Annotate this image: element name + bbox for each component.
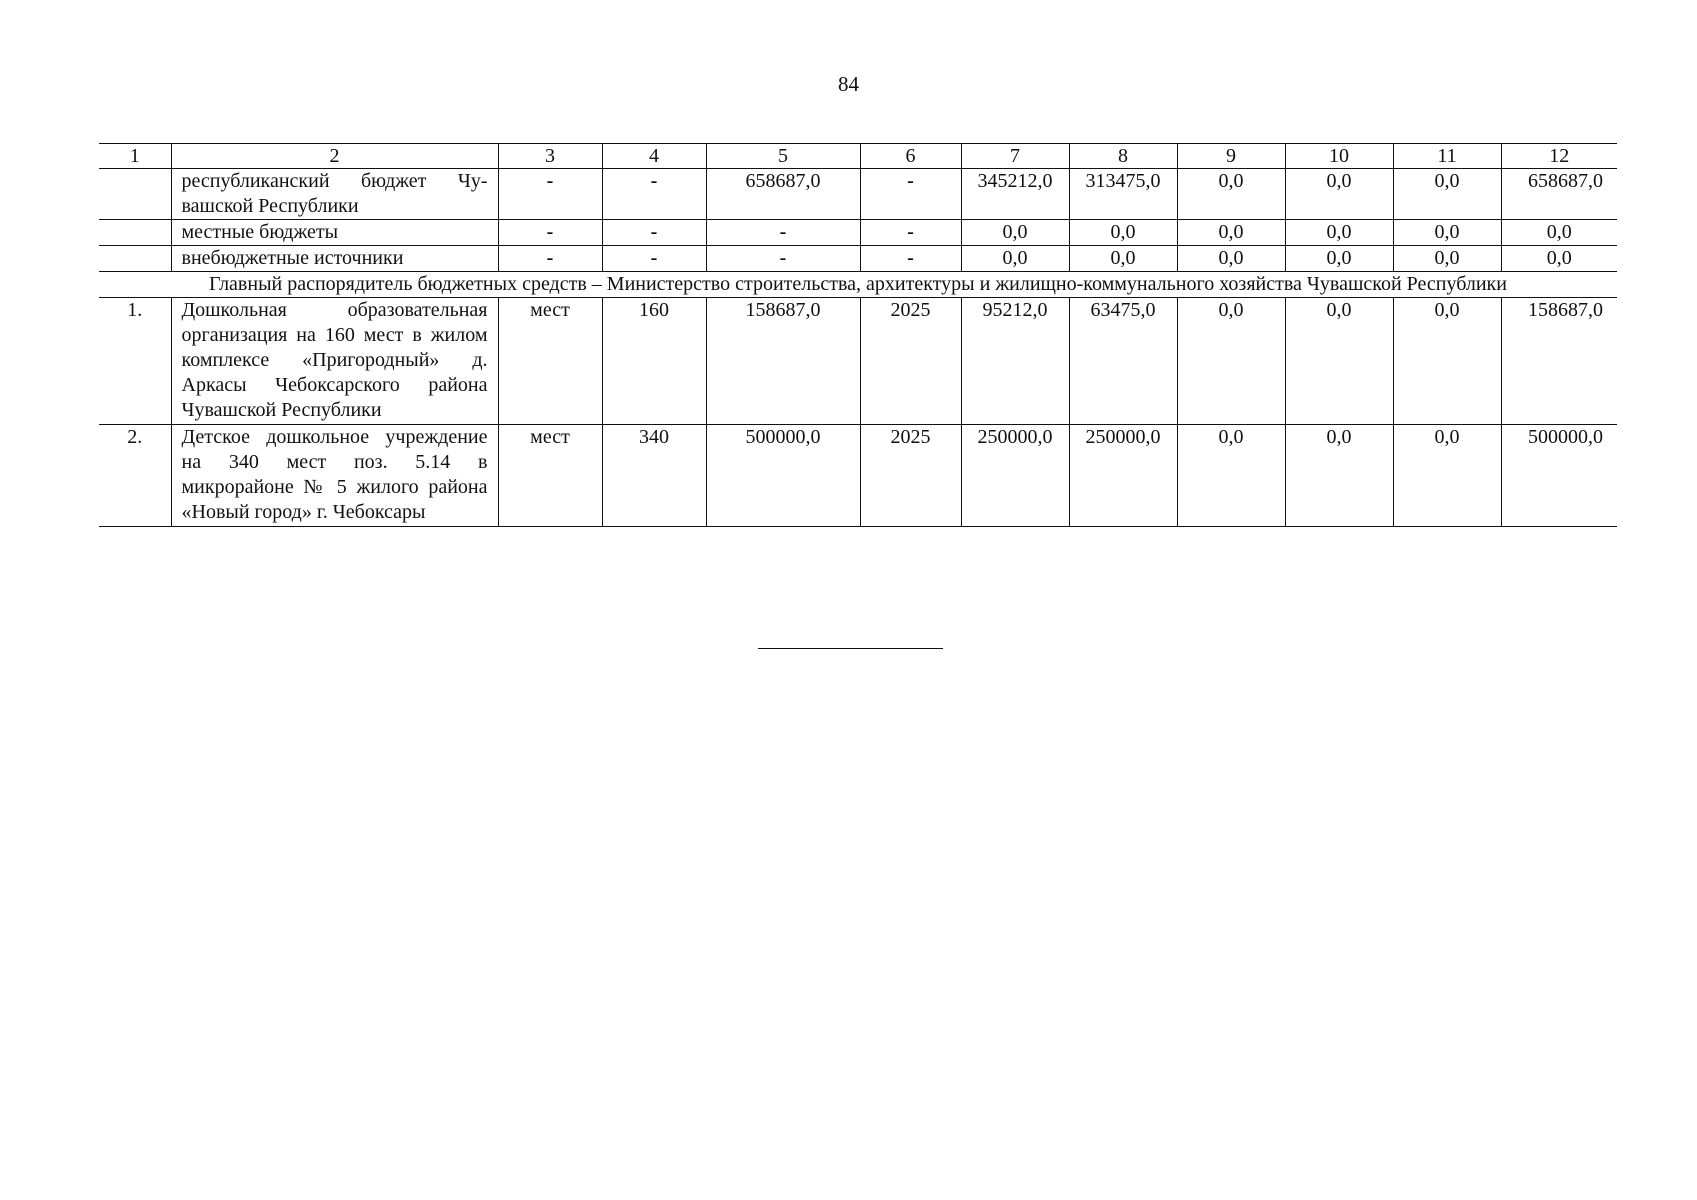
row-number-cell	[99, 246, 171, 272]
table-cell: 0,0	[1285, 246, 1393, 272]
table-cell: 0,0	[961, 220, 1069, 246]
table-row	[99, 425, 1617, 527]
closing-rule	[758, 648, 943, 649]
table-cell: -	[706, 246, 860, 272]
row-number: 1.	[99, 298, 171, 425]
table-cell: 0,0	[1393, 425, 1501, 527]
capacity-cell: 160	[602, 298, 706, 425]
table-cell: 250000,0	[1069, 425, 1177, 527]
table-cell: 500000,0	[1501, 425, 1617, 527]
year-cell: 2025	[860, 425, 961, 527]
table-cell: 250000,0	[961, 425, 1069, 527]
table-cell: 0,0	[1177, 298, 1285, 425]
funding-row-local	[99, 220, 1617, 246]
row-number: 2.	[99, 425, 171, 527]
unit-cell: мест	[498, 298, 602, 425]
table-cell: 0,0	[1177, 169, 1285, 220]
table-cell: 0,0	[1069, 246, 1177, 272]
table-cell: 0,0	[1393, 298, 1501, 425]
table-cell: -	[860, 246, 961, 272]
table-cell: 95212,0	[961, 298, 1069, 425]
table-cell: 313475,0	[1069, 169, 1177, 220]
unit-cell: мест	[498, 425, 602, 527]
table-cell: -	[860, 169, 961, 220]
column-number: 9	[1177, 144, 1285, 169]
object-description: Детское дошкольное учреждение на 340 мест поз. 5.14 в микрорайоне № 5 жилого района «Новый город» г. Чебоксары	[171, 425, 498, 527]
column-number: 2	[171, 144, 498, 169]
capacity-cell: 340	[602, 425, 706, 527]
page-number: 84	[838, 72, 859, 96]
funding-source-label-line: вашской Республики	[181, 195, 359, 217]
object-description: Дошкольная образовательная организация на 160 мест в жилом комплексе «Пригородный» д. Аркасы Чебоксарского района Чувашской Республики	[171, 298, 498, 425]
table-cell: 0,0	[1177, 220, 1285, 246]
column-number: 10	[1285, 144, 1393, 169]
table-cell: -	[498, 169, 602, 220]
table-cell: -	[498, 220, 602, 246]
funding-row-extrabudgetary	[99, 246, 1617, 272]
table-cell: -	[602, 246, 706, 272]
table-cell: -	[498, 246, 602, 272]
year-cell: 2025	[860, 298, 961, 425]
table-cell: 345212,0	[961, 169, 1069, 220]
funding-source-label-line: республиканский бюджет Чу-	[181, 170, 488, 192]
table-cell: 0,0	[1285, 298, 1393, 425]
table-cell: 0,0	[1285, 169, 1393, 220]
investment-table	[99, 143, 1617, 527]
table-cell: 0,0	[1393, 220, 1501, 246]
row-number-cell	[99, 220, 171, 246]
table-cell: 0,0	[1501, 246, 1617, 272]
table-cell: 658687,0	[1501, 169, 1617, 220]
table-cell: 0,0	[1393, 169, 1501, 220]
funding-source-label: внебюджетные источники	[171, 246, 498, 272]
funding-source-label: местные бюджеты	[171, 220, 498, 246]
column-number: 12	[1501, 144, 1617, 169]
table-cell: 158687,0	[1501, 298, 1617, 425]
table-cell: 63475,0	[1069, 298, 1177, 425]
table-cell: 0,0	[1069, 220, 1177, 246]
column-number: 6	[860, 144, 961, 169]
cost-cell: 500000,0	[706, 425, 860, 527]
cost-cell: 158687,0	[706, 298, 860, 425]
table-cell: 0,0	[1285, 425, 1393, 527]
column-number: 8	[1069, 144, 1177, 169]
table-cell: 0,0	[961, 246, 1069, 272]
column-number: 4	[602, 144, 706, 169]
table-cell: -	[602, 220, 706, 246]
column-number: 11	[1393, 144, 1501, 169]
column-number-row	[99, 144, 1617, 169]
column-number: 5	[706, 144, 860, 169]
column-number: 7	[961, 144, 1069, 169]
table-cell: 0,0	[1177, 425, 1285, 527]
table-cell: -	[860, 220, 961, 246]
table-cell: 0,0	[1177, 246, 1285, 272]
table-row	[99, 298, 1617, 425]
section-header-row	[99, 272, 1617, 298]
table-cell: -	[602, 169, 706, 220]
table-cell: 0,0	[1285, 220, 1393, 246]
table-cell: 658687,0	[706, 169, 860, 220]
table-cell: 0,0	[1393, 246, 1501, 272]
table-cell: 0,0	[1501, 220, 1617, 246]
table-cell: -	[706, 220, 860, 246]
column-number: 1	[99, 144, 171, 169]
funding-source-label	[171, 169, 498, 220]
funding-row-republican	[99, 169, 1617, 220]
row-number-cell	[99, 169, 171, 220]
section-title: Главный распорядитель бюджетных средств – Министерство строительства, архитектуры и жилищно-коммунального хозяйства Чувашской Республики	[99, 272, 1617, 298]
column-number: 3	[498, 144, 602, 169]
